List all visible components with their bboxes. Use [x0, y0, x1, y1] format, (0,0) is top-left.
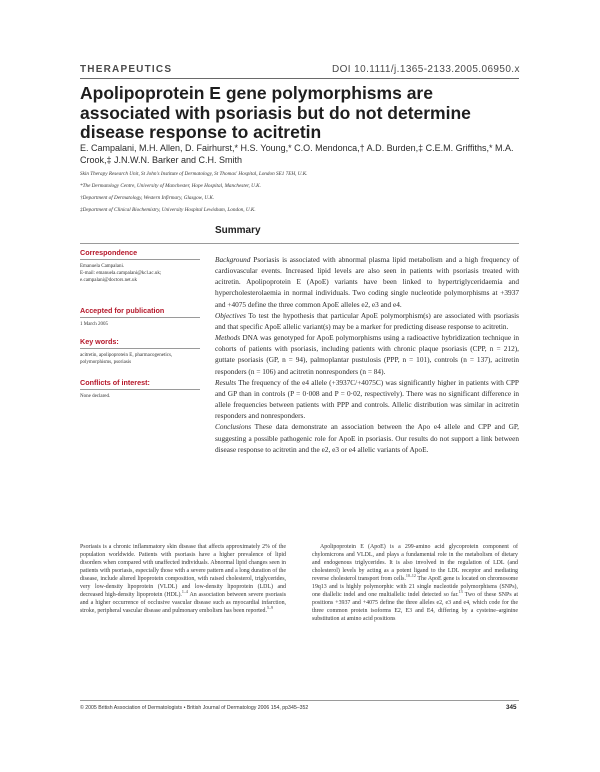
conflicts-block	[80, 378, 200, 400]
body-text: The ApoE gene is located on chromosome 19q13 and is highly polymorphic with 21 single nucleotide polymorphisms (SNPs), one diallelic indel and one multiallelic indel detected so far.	[312, 576, 518, 599]
abstract-objectives	[215, 310, 519, 332]
accepted-heading: Accepted for publication	[80, 306, 165, 315]
citation[interactable]: 5–9	[266, 605, 273, 611]
correspondence-email-alt[interactable]: e.campalani@doctors.net.uk	[80, 278, 137, 283]
body-column-left	[80, 543, 286, 615]
conflicts-text: None declared.	[80, 394, 111, 399]
abstract	[215, 254, 519, 455]
correspondence-email[interactable]: E-mail: emanuela.campalani@kcl.ac.uk;	[80, 271, 162, 276]
results-label: Results	[215, 377, 237, 387]
footer-divider	[80, 700, 519, 701]
keywords-block	[80, 337, 200, 366]
article-title: Apolipoprotein E gene polymorphisms are associated with psoriasis but do not determine disease response to acitretin	[80, 83, 471, 142]
conflicts-heading: Conflicts of interest:	[80, 378, 150, 387]
affiliation: ‡Department of Clinical Biochemistry, University Hospital Lewisham, London, U.K.	[80, 207, 256, 213]
keywords-text: acitretin, apolipoprotein E, pharmacogenetics, polymorphisms, psoriasis	[80, 353, 173, 365]
citation[interactable]: 10–12	[405, 573, 416, 579]
citation[interactable]: 13	[458, 589, 463, 595]
results-text: The frequency of the e4 allele (+3937C/+4075C) was significantly higher in patients with CPP and GP than in controls (P = 0·008 and P = 0·02, respectively). There was no significant difference in allele frequencies between patients with PPP and controls. Allelic distribution was similar in acitretin responders and nonresponders.	[215, 377, 519, 421]
summary-heading: Summary	[215, 225, 261, 236]
correspondence-block	[80, 248, 200, 284]
body-text: An association between severe psoriasis and a higher occurrence of occlusive vascular disease such as myocardial infarction, stroke, peripheral vascular disease and pulmonary embolism has been reported.	[80, 592, 286, 615]
conclusions-label: Conclusions	[215, 422, 252, 432]
author-list: E. Campalani, M.H. Allen, D. Fairhurst,* H.S. Young,* C.O. Mendonca,† A.D. Burden,‡ C.E.M. Griffiths,* M.A. Crook,‡ J.N.W.N. Barker and C.H. Smith	[80, 143, 514, 165]
body-text: Two of these SNPs at positions +3937 and +4075 define the three alleles e2, e3 and e4, which code for the three common protein isoforms E2, E3 and E4, differing by a cysteine–arginine substitution at amino acid positions	[312, 592, 519, 623]
methods-label: Methods	[215, 333, 241, 343]
body-column-right	[312, 543, 518, 623]
abstract-methods	[215, 332, 519, 377]
affiliation: †Department of Dermatology, Western Infirmary, Glasgow, U.K.	[80, 195, 215, 201]
affiliation: Skin Therapy Research Unit, St John's Institute of Dermatology, St Thomas' Hospital, London SE1 7EH, U.K.	[80, 171, 308, 177]
conclusions-text: These data demonstrate an association between the Apo e4 allele and CPP and GP, suggesting a possible pathogenic role for ApoE in psoriasis. Our results do not support a link between disease response to acitretin and the e2, e3 or e4 allelic variants of ApoE.	[215, 422, 519, 454]
background-label: Background	[215, 255, 251, 264]
sidebar-divider	[80, 389, 200, 390]
footer-copyright: © 2005 British Association of Dermatologists • British Journal of Dermatology 2006 154, pp345–352	[80, 705, 309, 711]
objectives-label: Objectives	[215, 310, 246, 320]
sidebar-divider	[80, 317, 200, 318]
correspondence-heading: Correspondence	[80, 248, 138, 257]
doi[interactable]: DOI 10.1111/j.1365-2133.2005.06950.x	[332, 64, 520, 75]
sidebar-divider	[80, 259, 200, 260]
abstract-results	[215, 377, 519, 422]
accepted-date: 1 March 2005	[80, 322, 109, 327]
abstract-background	[215, 254, 519, 310]
summary-divider	[80, 243, 519, 244]
objectives-text: To test the hypothesis that particular ApoE polymorphism(s) are associated with psoriasis and that specific ApoE allelic variant(s) may be a marker for predicting disease response to acitretin.	[215, 310, 519, 331]
affiliation: *The Dermatology Centre, University of Manchester, Hope Hospital, Manchester, U.K.	[80, 183, 261, 189]
accepted-block	[80, 306, 200, 328]
methods-text: DNA was genotyped for ApoE polymorphisms using a radioactive hybridization technique in cohorts of patients with psoriasis, including patients with chronic plaque psoriasis (CPP, n = 212), guttate psoriasis (GP, n = 94), palmoplantar pustulosis (PPP, n = 101), controls (n = 137), acitretin responders (n = 106) and acitretin nonresponders (n = 84).	[215, 333, 519, 376]
citation[interactable]: 1–4	[181, 589, 188, 595]
correspondence-name: Emanuela Campalani.	[80, 264, 125, 269]
abstract-conclusions	[215, 421, 519, 454]
section-label: THERAPEUTICS	[80, 64, 173, 75]
sidebar-divider	[80, 348, 200, 349]
page-number: 345	[506, 704, 517, 711]
background-text: Psoriasis is associated with abnormal plasma lipid metabolism and a high frequency of cardiovascular events. Increased lipid levels are also seen in patients with psoriasis treated with acitretin. Apolipoprotein E (ApoE) variants have been linked to hypertriglyceridaemia and hypercholesterolaemia in normal individuals. Two coding single nucleotide polymorphisms at +3937 and +4075 define the three common ApoE alleles e2, e3 and e4.	[215, 255, 519, 309]
body-text: Psoriasis is a chronic inflammatory skin disease that affects approximately 2% of the population worldwide. Patients with psoriasis have a higher prevalence of lipid disorders when compared with unaffected individuals. Abnormal lipid changes seen in patients with psoriasis, especially those with a severe pattern and a long duration of the disease, include altered lipoprotein composition, with raised cholesterol, triglycerides, very low-density lipoprotein (VLDL) and low-density lipoprotein (LDL) and decreased high-density lipoprotein (HDL).	[80, 544, 286, 599]
body-text: Apolipoprotein E (ApoE) is a 299-amino acid glycoprotein component of chylomicrons and VLDL, and plays a fundamental role in the metabolism of dietary and endogenous triglycerides. It is also involved in the regulation of LDL (and cholesterol) levels by acting as a potent ligand to the LDL receptor and mediating reverse cholesterol transport from cells.	[312, 544, 518, 583]
keywords-heading: Key words:	[80, 337, 119, 346]
header-divider	[80, 78, 519, 79]
